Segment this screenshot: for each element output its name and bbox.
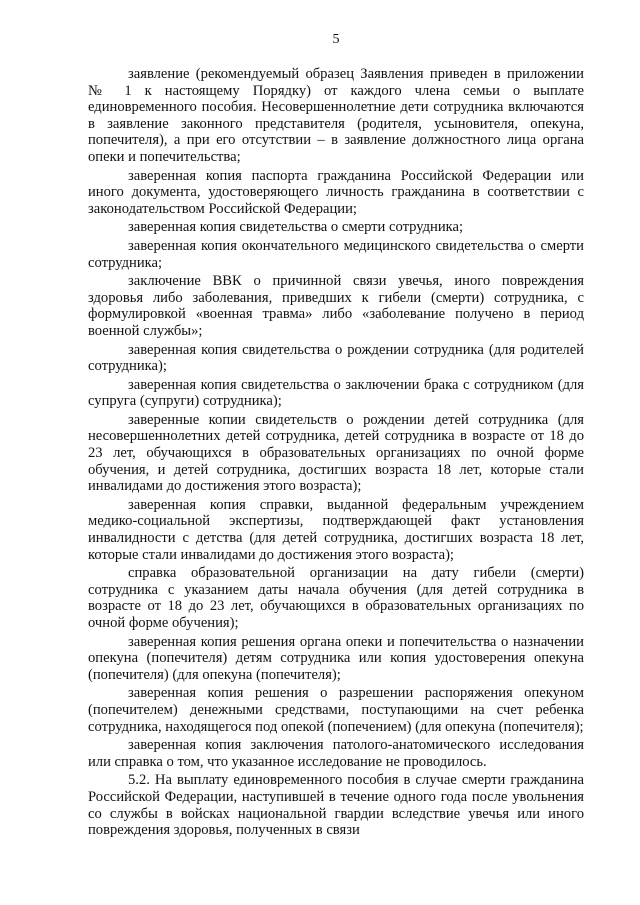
paragraph-birth-certificate: заверенная копия свидетельства о рождении сотрудника (для родителей сотрудника); [88,341,584,375]
paragraph-application: заявление (рекомендуемый образец Заявления приведен в приложении № 1 к настоящему Порядку) от каждого члена семьи о выплате единовременного пособия. Несовершеннолетние дети сотрудника включаются в заявление законного представителя (родителя, усыновителя, опекуна, попечителя), а при его отсутствии – в заявление должностного лица органа опеки и попечительства; [88,66,584,165]
paragraph-funds-permission: заверенная копия решения о разрешении распоряжения опекуном (попечителем) денежными средствами, поступающими на счет ребенка сотрудника, находящегося под опекой (попечением) (для опекуна (попечителя); [88,685,584,735]
paragraph-children-birth-certificates: заверенные копии свидетельств о рождении детей сотрудника (для несовершеннолетних детей сотрудника, детей сотрудника в возрасте от 18 до 23 лет, обучающихся в образовательных организациях по очной форме обучения, и детей сотрудника, достигших возраста 18 лет, которые стали инвалидами до достижения этого возраста); [88,411,584,495]
paragraph-passport-copy: заверенная копия паспорта гражданина Российской Федерации или иного документа, удостоверяющего личность гражданина в соответствии с законодательством Российской Федерации; [88,167,584,217]
page-number: 5 [332,32,340,47]
paragraph-disability-certificate: заверенная копия справки, выданной федеральным учреждением медико-социальной экспертизы, подтверждающей факт установления инвалидности с детства (для детей сотрудника, достигших возраста 18 лет, которые стали инвалидами до достижения этого возраста); [88,496,584,563]
document-body [88,66,584,839]
paragraph-autopsy-conclusion: заверенная копия заключения патолого-анатомического исследования или справка о том, что указанное исследование не проводилось. [88,737,584,770]
paragraph-section-5-2: 5.2. На выплату единовременного пособия в случае смерти гражданина Российской Федерации, наступившей в течение одного года после увольнения со службы в войсках национальной гвардии вследствие увечья или иного повреждения здоровья, полученных в связи [88,772,584,839]
paragraph-guardianship-decision: заверенная копия решения органа опеки и попечительства о назначении опекуна (попечителя) детям сотрудника или копия удостоверения опекуна (попечителя) (для опекуна (попечителя); [88,633,584,683]
paragraph-education-certificate: справка образовательной организации на дату гибели (смерти) сотрудника с указанием даты начала обучения (для детей сотрудника в возрасте от 18 до 23 лет, обучающихся в образовательных организациях по очной форме обучения); [88,565,584,631]
paragraph-medical-certificate: заверенная копия окончательного медицинского свидетельства о смерти сотрудника; [88,237,584,271]
paragraph-vvk-conclusion: заключение ВВК о причинной связи увечья, иного повреждения здоровья либо заболевания, приведших к гибели (смерти) сотрудника, с формулировкой «военная травма» либо «заболевание получено в период военной службы»; [88,273,584,339]
paragraph-marriage-certificate: заверенная копия свидетельства о заключении брака с сотрудником (для супруга (супруги) сотрудника); [88,376,584,410]
paragraph-death-certificate: заверенная копия свидетельства о смерти сотрудника; [128,219,464,236]
